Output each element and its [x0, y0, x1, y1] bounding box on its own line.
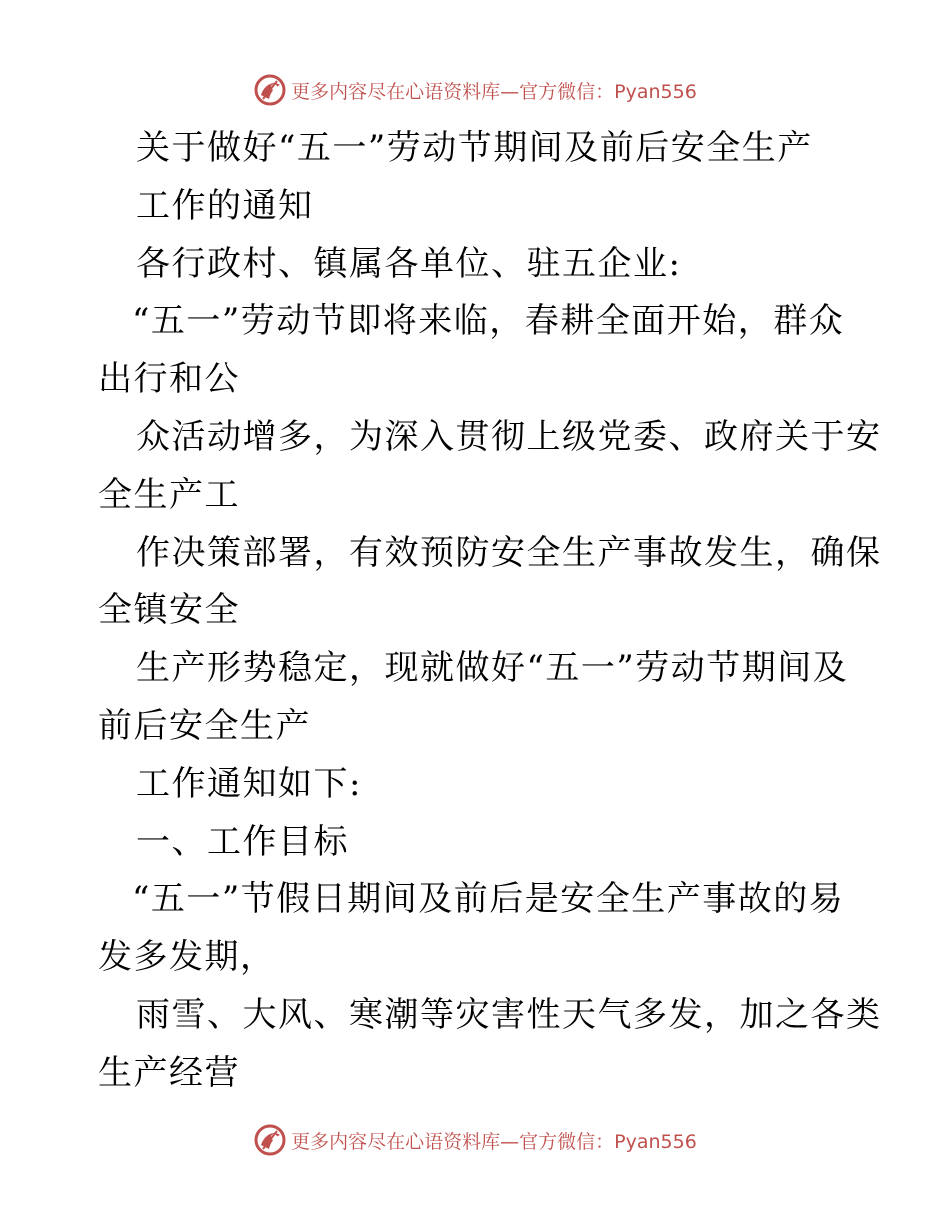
doc-line: 生产形势稳定，现就做好“五一”劳动节期间及 [136, 648, 849, 689]
doc-section-heading: 一、工作目标 [136, 821, 349, 862]
watermark-text: 更多内容尽在心语资料库—官方微信：Pyan556 [291, 80, 697, 103]
doc-line: 全镇安全 [98, 590, 240, 631]
doc-line: 前后安全生产 [98, 705, 311, 746]
doc-line: 全生产工 [98, 474, 240, 515]
doc-line: “五一”节假日期间及前后是安全生产事故的易 [132, 879, 845, 920]
flower-logo-icon [253, 73, 287, 107]
doc-line: 发多发期， [98, 937, 276, 978]
watermark-text: 更多内容尽在心语资料库—官方微信：Pyan556 [291, 1130, 697, 1153]
watermark-banner-top [0, 70, 950, 110]
doc-line: 出行和公 [98, 359, 240, 400]
flower-logo-icon [253, 1123, 287, 1157]
doc-title-line-1: 关于做好“五一”劳动节期间及前后安全生产 [136, 128, 813, 168]
doc-line: 作决策部署，有效预防安全生产事故发生，确保 [136, 532, 882, 573]
doc-title-line-2: 工作的通知 [136, 185, 314, 226]
document-body [98, 120, 882, 1103]
doc-line: 雨雪、大风、寒潮等灾害性天气多发，加之各类 [136, 994, 882, 1035]
watermark-banner-bottom [0, 1120, 950, 1160]
doc-line: 工作通知如下: [136, 763, 362, 804]
doc-line: 生产经营 [98, 1052, 240, 1093]
doc-line: “五一”劳动节即将来临，春耕全面开始，群众 [132, 301, 845, 342]
doc-addressee: 各行政村、镇属各单位、驻五企业: [136, 243, 682, 284]
doc-line: 众活动增多，为深入贯彻上级党委、政府关于安 [136, 416, 882, 457]
